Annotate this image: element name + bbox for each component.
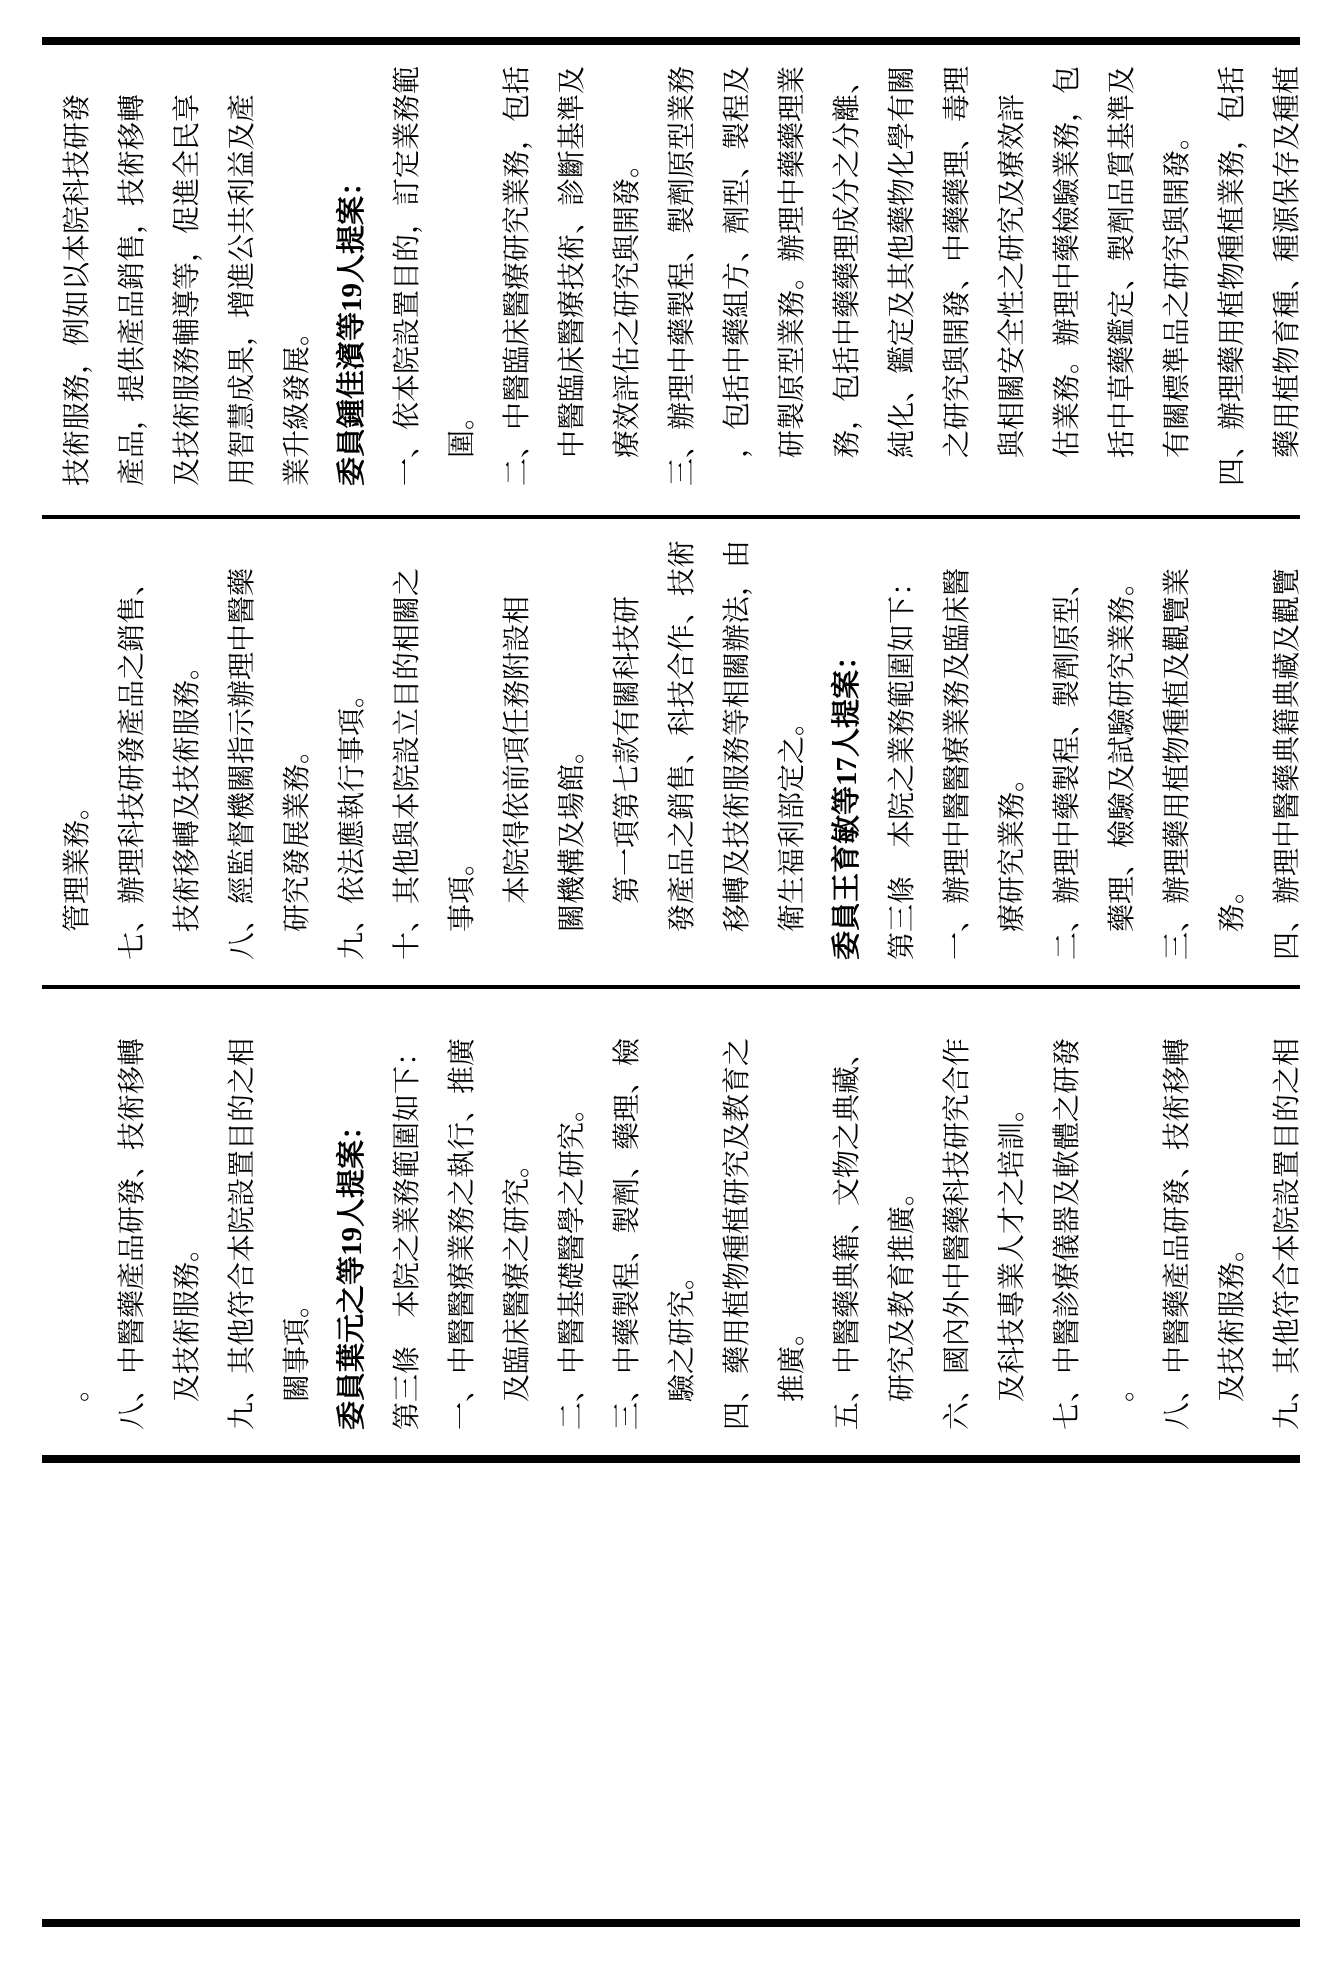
text-line: 第三條 本院之業務範圍如下： (392, 1037, 423, 1430)
text-line: 七、辦理科技研發產品之銷售、 (117, 567, 148, 960)
text-line: 六、國內外中醫藥科技研究合作 (942, 1037, 973, 1430)
text-line: 關機構及場館。 (557, 735, 588, 932)
text-line: 推廣。 (777, 1317, 808, 1402)
text-line: 一、依本院設置目的，訂定業務範 (392, 65, 423, 486)
text-line: 研製原型業務。辦理中藥藥理業 (777, 65, 808, 458)
text-line: 九、其他符合本院設置目的之相 (227, 1037, 258, 1430)
text-line: 二、中醫臨床醫療研究業務，包括 (502, 65, 533, 486)
text-line: 務。 (1217, 875, 1248, 932)
text-line: 八、中醫藥產品研發、技術移轉 (117, 1037, 148, 1430)
proposal-heading: 委員鍾佳濱等19人提案： (336, 166, 368, 486)
table-cell-proposal-wang-yu-min (0, 519, 1342, 985)
text-line: 十、其他與本院設立目的相關之 (392, 567, 423, 960)
text-line: 衛生福利部定之。 (777, 707, 808, 932)
text-line: 四、辦理中醫藥典籍典藏及觀覽 (1272, 567, 1303, 960)
text-line: 第三條 本院之業務範圍如下： (887, 567, 918, 960)
text-line: 二、中醫基礎醫學之研究。 (557, 1093, 588, 1430)
text-line: 及臨床醫療之研究。 (502, 1149, 533, 1402)
text-line: 藥用植物育種、種源保存及種植 (1272, 65, 1303, 458)
text-line: 及技術服務。 (172, 1233, 203, 1402)
text-line: 三、中藥製程、製劑、藥理、檢 (612, 1037, 643, 1430)
text-line: 技術移轉及技術服務。 (172, 651, 203, 932)
text-line: 四、辦理藥用植物種植業務，包括 (1217, 65, 1248, 486)
text-line: 五、中醫藥典籍、文物之典藏、 (832, 1037, 863, 1430)
text-line: 一、中醫醫療業務之執行、推廣 (447, 1037, 478, 1430)
text-line: 療效評估之研究與開發。 (612, 149, 643, 458)
text-line: 及科技專業人才之培訓。 (997, 1093, 1028, 1402)
text-line: 務，包括中藥藥理成分之分離、 (832, 65, 863, 458)
text-line: 研究及教育推廣。 (887, 1177, 918, 1402)
text-line: 二、辦理中藥製程、製劑原型、 (1052, 567, 1083, 960)
table-rule-left-of-text-thick (42, 1455, 1300, 1463)
text-line: 第一項第七款有關科技研 (612, 595, 643, 904)
text-line: 括中草藥鑑定、製劑品質基準及 (1107, 65, 1138, 458)
text-line: 產品，提供產品銷售，技術移轉 (117, 93, 148, 486)
text-line: 之研究與開發、中藥藥理、毒理 (942, 65, 973, 458)
text-line: 。 (62, 1373, 93, 1402)
text-line: 與相關安全性之研究及療效評 (997, 93, 1028, 458)
text-line: 純化、鑑定及其他藥物化學有關 (887, 65, 918, 458)
text-line: 中醫臨床醫療技術、診斷基準及 (557, 65, 588, 458)
proposal-heading: 委員葉元之等19人提案： (336, 1110, 368, 1430)
text-line: 及技術服務輔導等，促進全民享 (172, 93, 203, 486)
table-cell-proposal-yeh-yuan-chih (0, 989, 1342, 1455)
text-line: 九、依法應執行事項。 (337, 679, 368, 960)
table-border-right-thick (42, 37, 1300, 45)
text-line: 藥理、檢驗及試驗研究業務。 (1107, 567, 1138, 932)
text-line: 九、其他符合本院設置目的之相 (1272, 1037, 1303, 1430)
text-line: 技術服務，例如以本院科技研發 (62, 93, 93, 486)
proposal-heading: 委員王育敏等17人提案： (831, 640, 863, 960)
text-line: ，包括中藥組方、劑型、製程及 (722, 65, 753, 458)
text-line: 三、辦理藥用植物種植及觀覽業 (1162, 567, 1193, 960)
table-border-left-thick (42, 1919, 1300, 1927)
text-line: 管理業務。 (62, 791, 93, 932)
text-line: 七、中醫診療儀器及軟體之研發 (1052, 1037, 1083, 1430)
text-line: 本院得依前項任務附設相 (502, 595, 533, 904)
text-line: 及技術服務。 (1217, 1233, 1248, 1402)
text-line: 移轉及技術服務等相關辦法，由 (722, 539, 753, 932)
text-line: 三、辦理中藥製程、製劑原型業務 (667, 65, 698, 486)
text-line: 八、經監督機關指示辦理中醫藥 (227, 567, 258, 960)
text-line: 一、辦理中醫醫療業務及臨床醫 (942, 567, 973, 960)
text-line: 估業務。辦理中藥檢驗業務，包 (1052, 65, 1083, 458)
text-line: 研究發展業務。 (282, 735, 313, 932)
table-cell-proposal-chung-chia-pin (0, 45, 1342, 511)
text-line: 療研究業務。 (997, 763, 1028, 932)
text-line: 事項。 (447, 847, 478, 932)
text-line: 圍。 (447, 401, 478, 458)
text-line: 四、藥用植物種植研究及教育之 (722, 1037, 753, 1430)
text-line: 有關標準品之研究與開發。 (1162, 121, 1193, 458)
text-line: 用智慧成果，增進公共利益及產 (227, 93, 258, 486)
text-line: 發產品之銷售、科技合作、技術 (667, 539, 698, 932)
text-line: 關事項。 (282, 1289, 313, 1402)
text-line: 驗之研究。 (667, 1261, 698, 1402)
text-line: 。 (1107, 1373, 1138, 1402)
text-line: 業升級發展。 (282, 317, 313, 486)
text-line: 八、中醫藥產品研發、技術移轉 (1162, 1037, 1193, 1430)
